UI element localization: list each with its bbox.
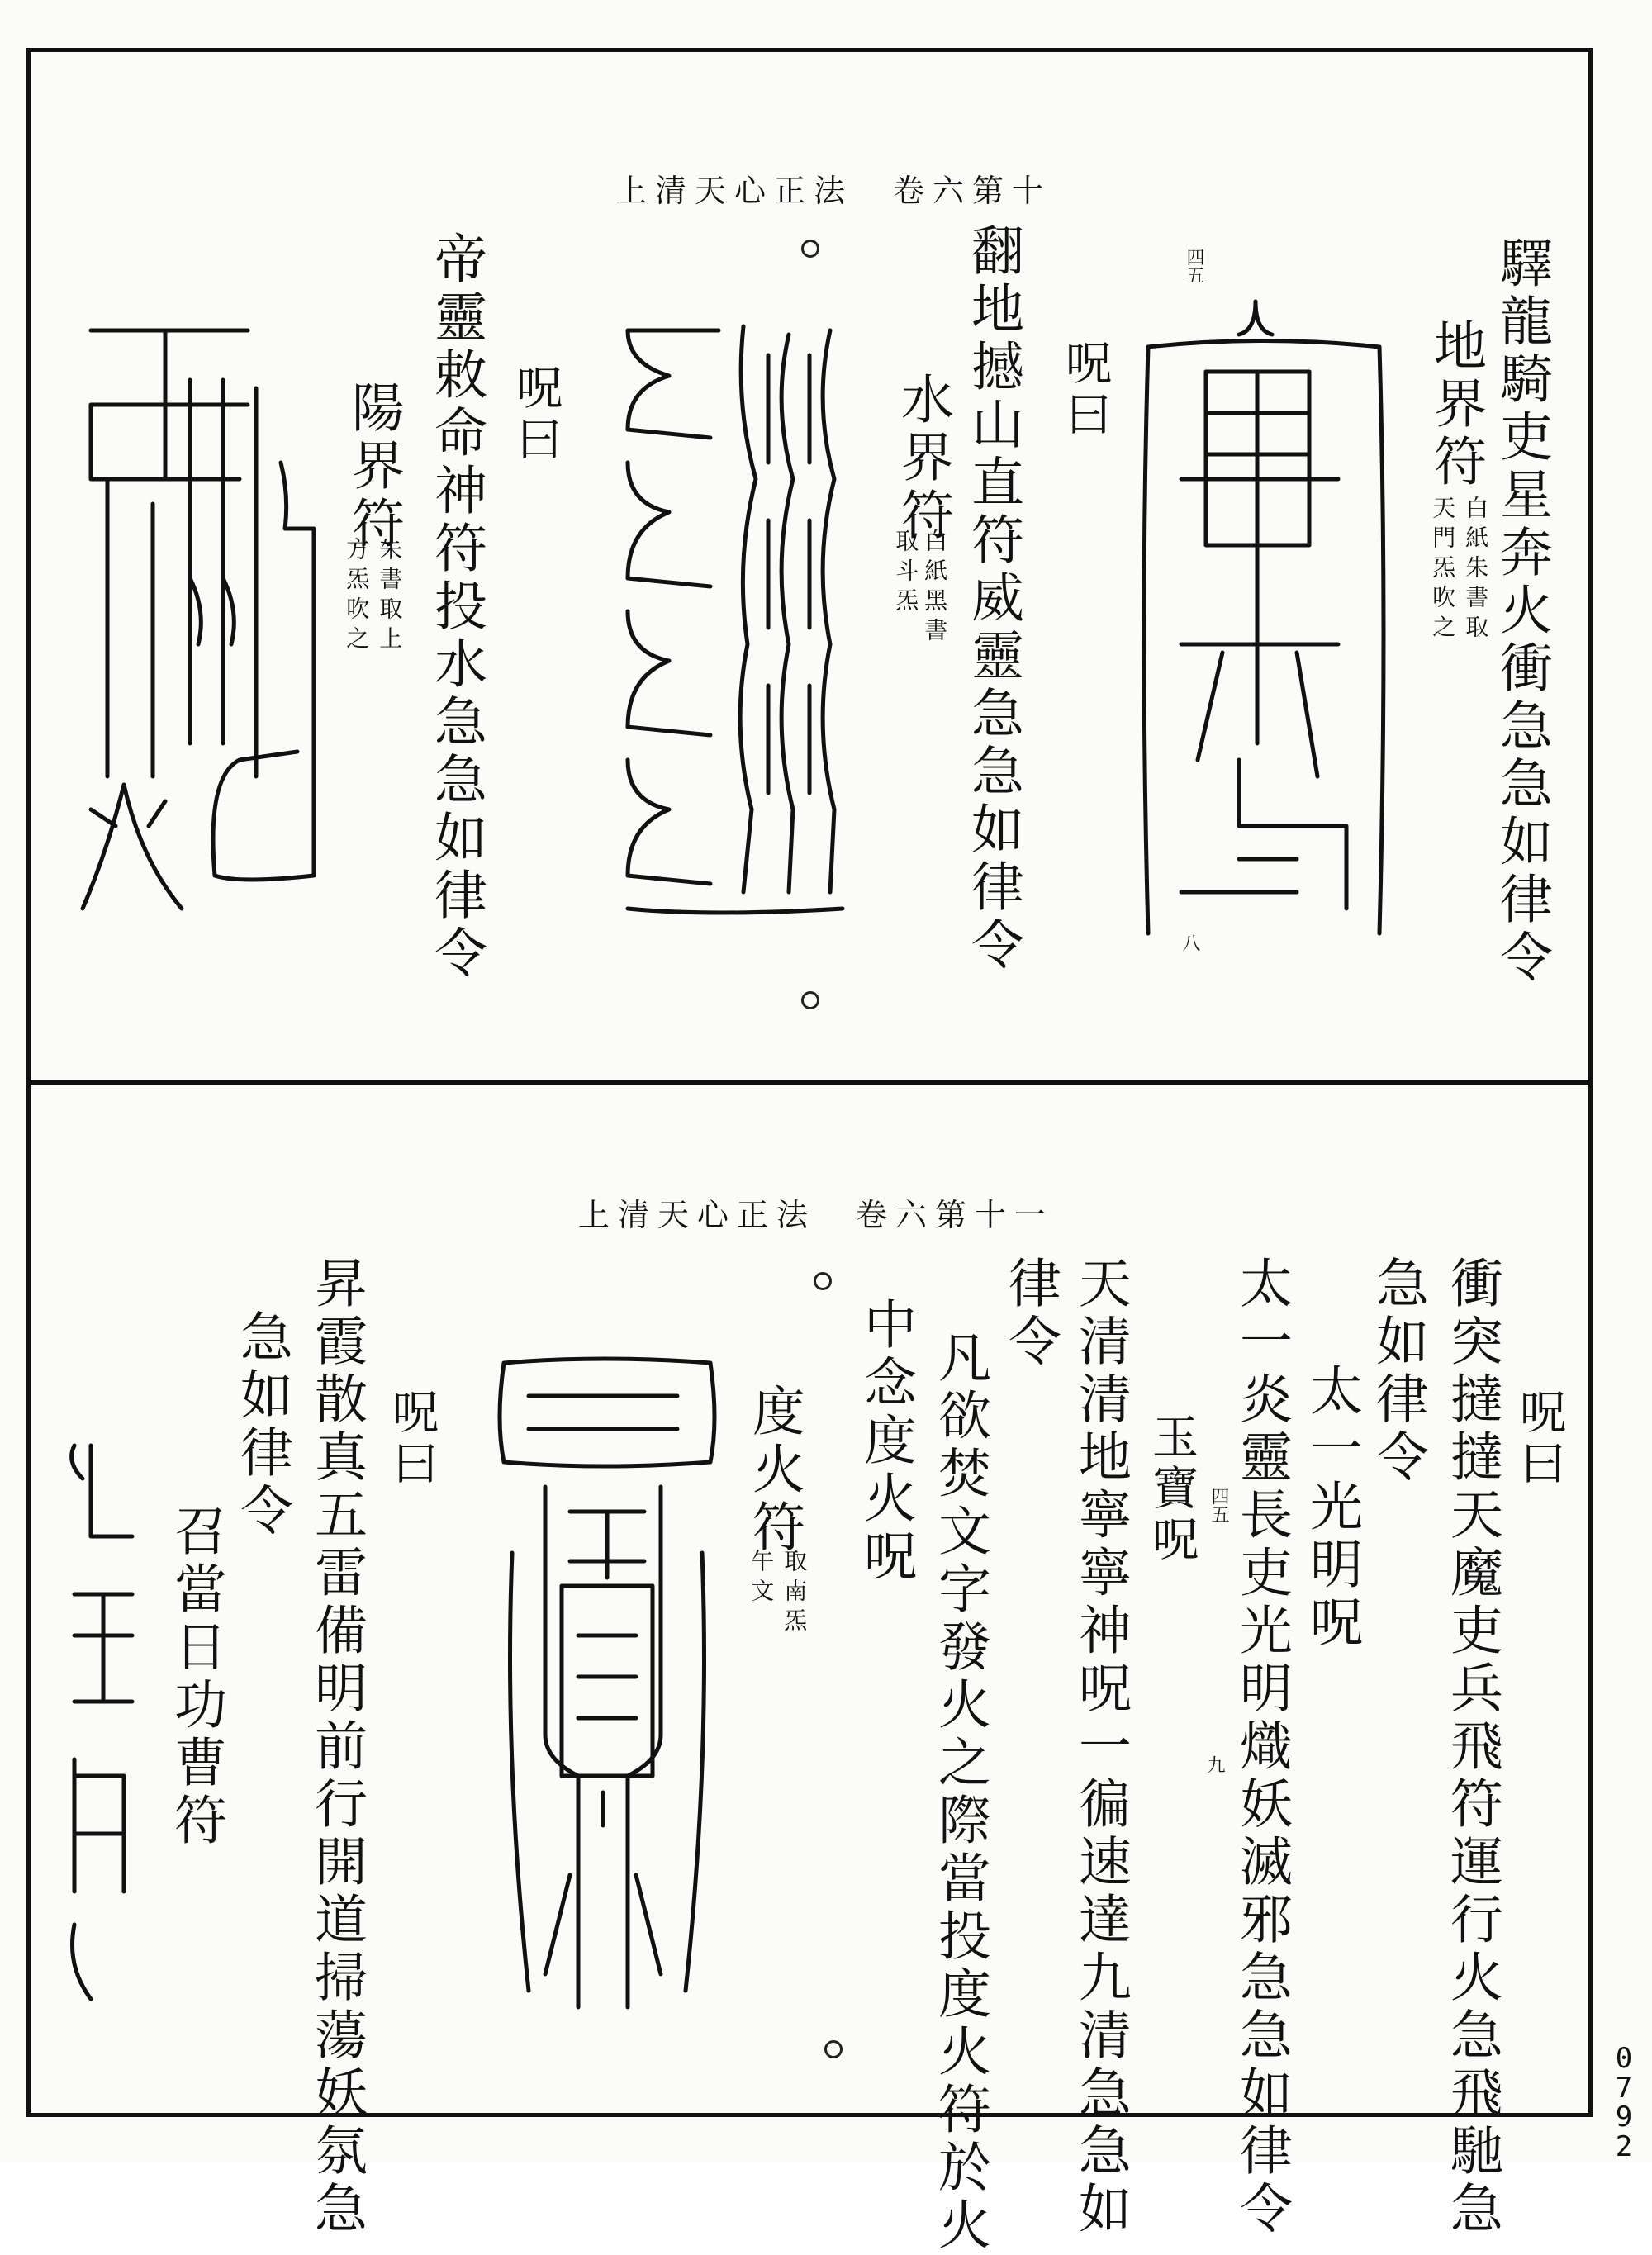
- top-col8-note-a: 朱書取上: [376, 537, 404, 656]
- top-col2: 地界符: [1425, 318, 1486, 491]
- top-col8-note-b: 方炁吹之: [343, 537, 371, 656]
- top-tag-1: 四五: [1184, 248, 1204, 284]
- top-col5-note-a: 白紙黑書: [921, 529, 949, 648]
- top-col2-note-b: 天門炁吹之: [1429, 496, 1457, 644]
- bottom-col11-note-a: 取南炁: [781, 1549, 809, 1638]
- bottom-col13: 昇霞散真五雷備明前行開道掃蕩妖氛急: [306, 1256, 367, 2238]
- top-col4: 翻地撼山直符威靈急急如律令: [962, 223, 1023, 975]
- yang-boundary-talisman: [74, 314, 322, 958]
- page-divider: [26, 1080, 1593, 1085]
- top-col3: 呪曰: [1058, 339, 1112, 441]
- bottom-col9: 凡欲焚文字發火之際當投度火符於火: [929, 1330, 990, 2255]
- binding-hole-bottom-2: [824, 2040, 843, 2058]
- bottom-col14: 急如律令: [231, 1309, 292, 1541]
- fire-crossing-talisman: [479, 1346, 727, 2040]
- bottom-col11-note-b: 午文: [748, 1549, 776, 1608]
- bottom-col2: 衝突撻撻天魔吏兵飛符運行火急飛馳急: [1441, 1256, 1502, 2238]
- bottom-col1: 呪曰: [1512, 1388, 1566, 1490]
- bottom-col5: 太一炎靈長吏光明熾妖滅邪急急如律令: [1231, 1256, 1292, 2238]
- bottom-col10: 中念度火呪: [855, 1297, 916, 1586]
- bottom-col11: 度火符: [743, 1384, 805, 1557]
- water-boundary-talisman: [611, 314, 859, 942]
- bottom-tag-b: 九: [1204, 1755, 1225, 1773]
- top-header: 上清天心正法 卷六第十: [615, 173, 1052, 209]
- bottom-col15: 召當日功曹符: [165, 1503, 226, 1850]
- bottom-col6: 玉寶呪: [1145, 1412, 1199, 1566]
- bottom-col12: 呪曰: [385, 1388, 439, 1490]
- top-col2-note-a: 白紙朱書取: [1462, 496, 1490, 644]
- top-col8: 陽界符: [343, 380, 404, 553]
- bottom-col8: 律令: [999, 1256, 1061, 1371]
- bottom-col4: 太一光明呪: [1301, 1363, 1362, 1652]
- top-tag-2: 八: [1180, 933, 1200, 952]
- partial-talisman: [58, 1429, 157, 2007]
- page-number: 0792: [1615, 2042, 1633, 2164]
- top-col1: 驛龍騎吏星奔火衝急急如律令: [1491, 235, 1552, 987]
- top-col5-note-b: 取斗炁: [892, 529, 920, 618]
- binding-hole-top-2: [801, 991, 819, 1009]
- bottom-header: 上清天心正法 卷六第十一: [578, 1197, 1055, 1233]
- earth-boundary-talisman: [1132, 297, 1396, 942]
- top-col7: 帝靈敕命神符投水急急如律令: [425, 231, 487, 983]
- bottom-col3: 急如律令: [1367, 1256, 1428, 1487]
- binding-hole-top-1: [801, 240, 819, 258]
- bottom-col7: 天清清地寧寧神呪一徧速達九清急急如: [1070, 1256, 1131, 2238]
- bottom-tag-a: 四五: [1208, 1487, 1229, 1523]
- top-col5: 水界符: [892, 372, 953, 545]
- binding-hole-bottom-1: [814, 1272, 832, 1290]
- top-col6: 呪曰: [509, 363, 563, 466]
